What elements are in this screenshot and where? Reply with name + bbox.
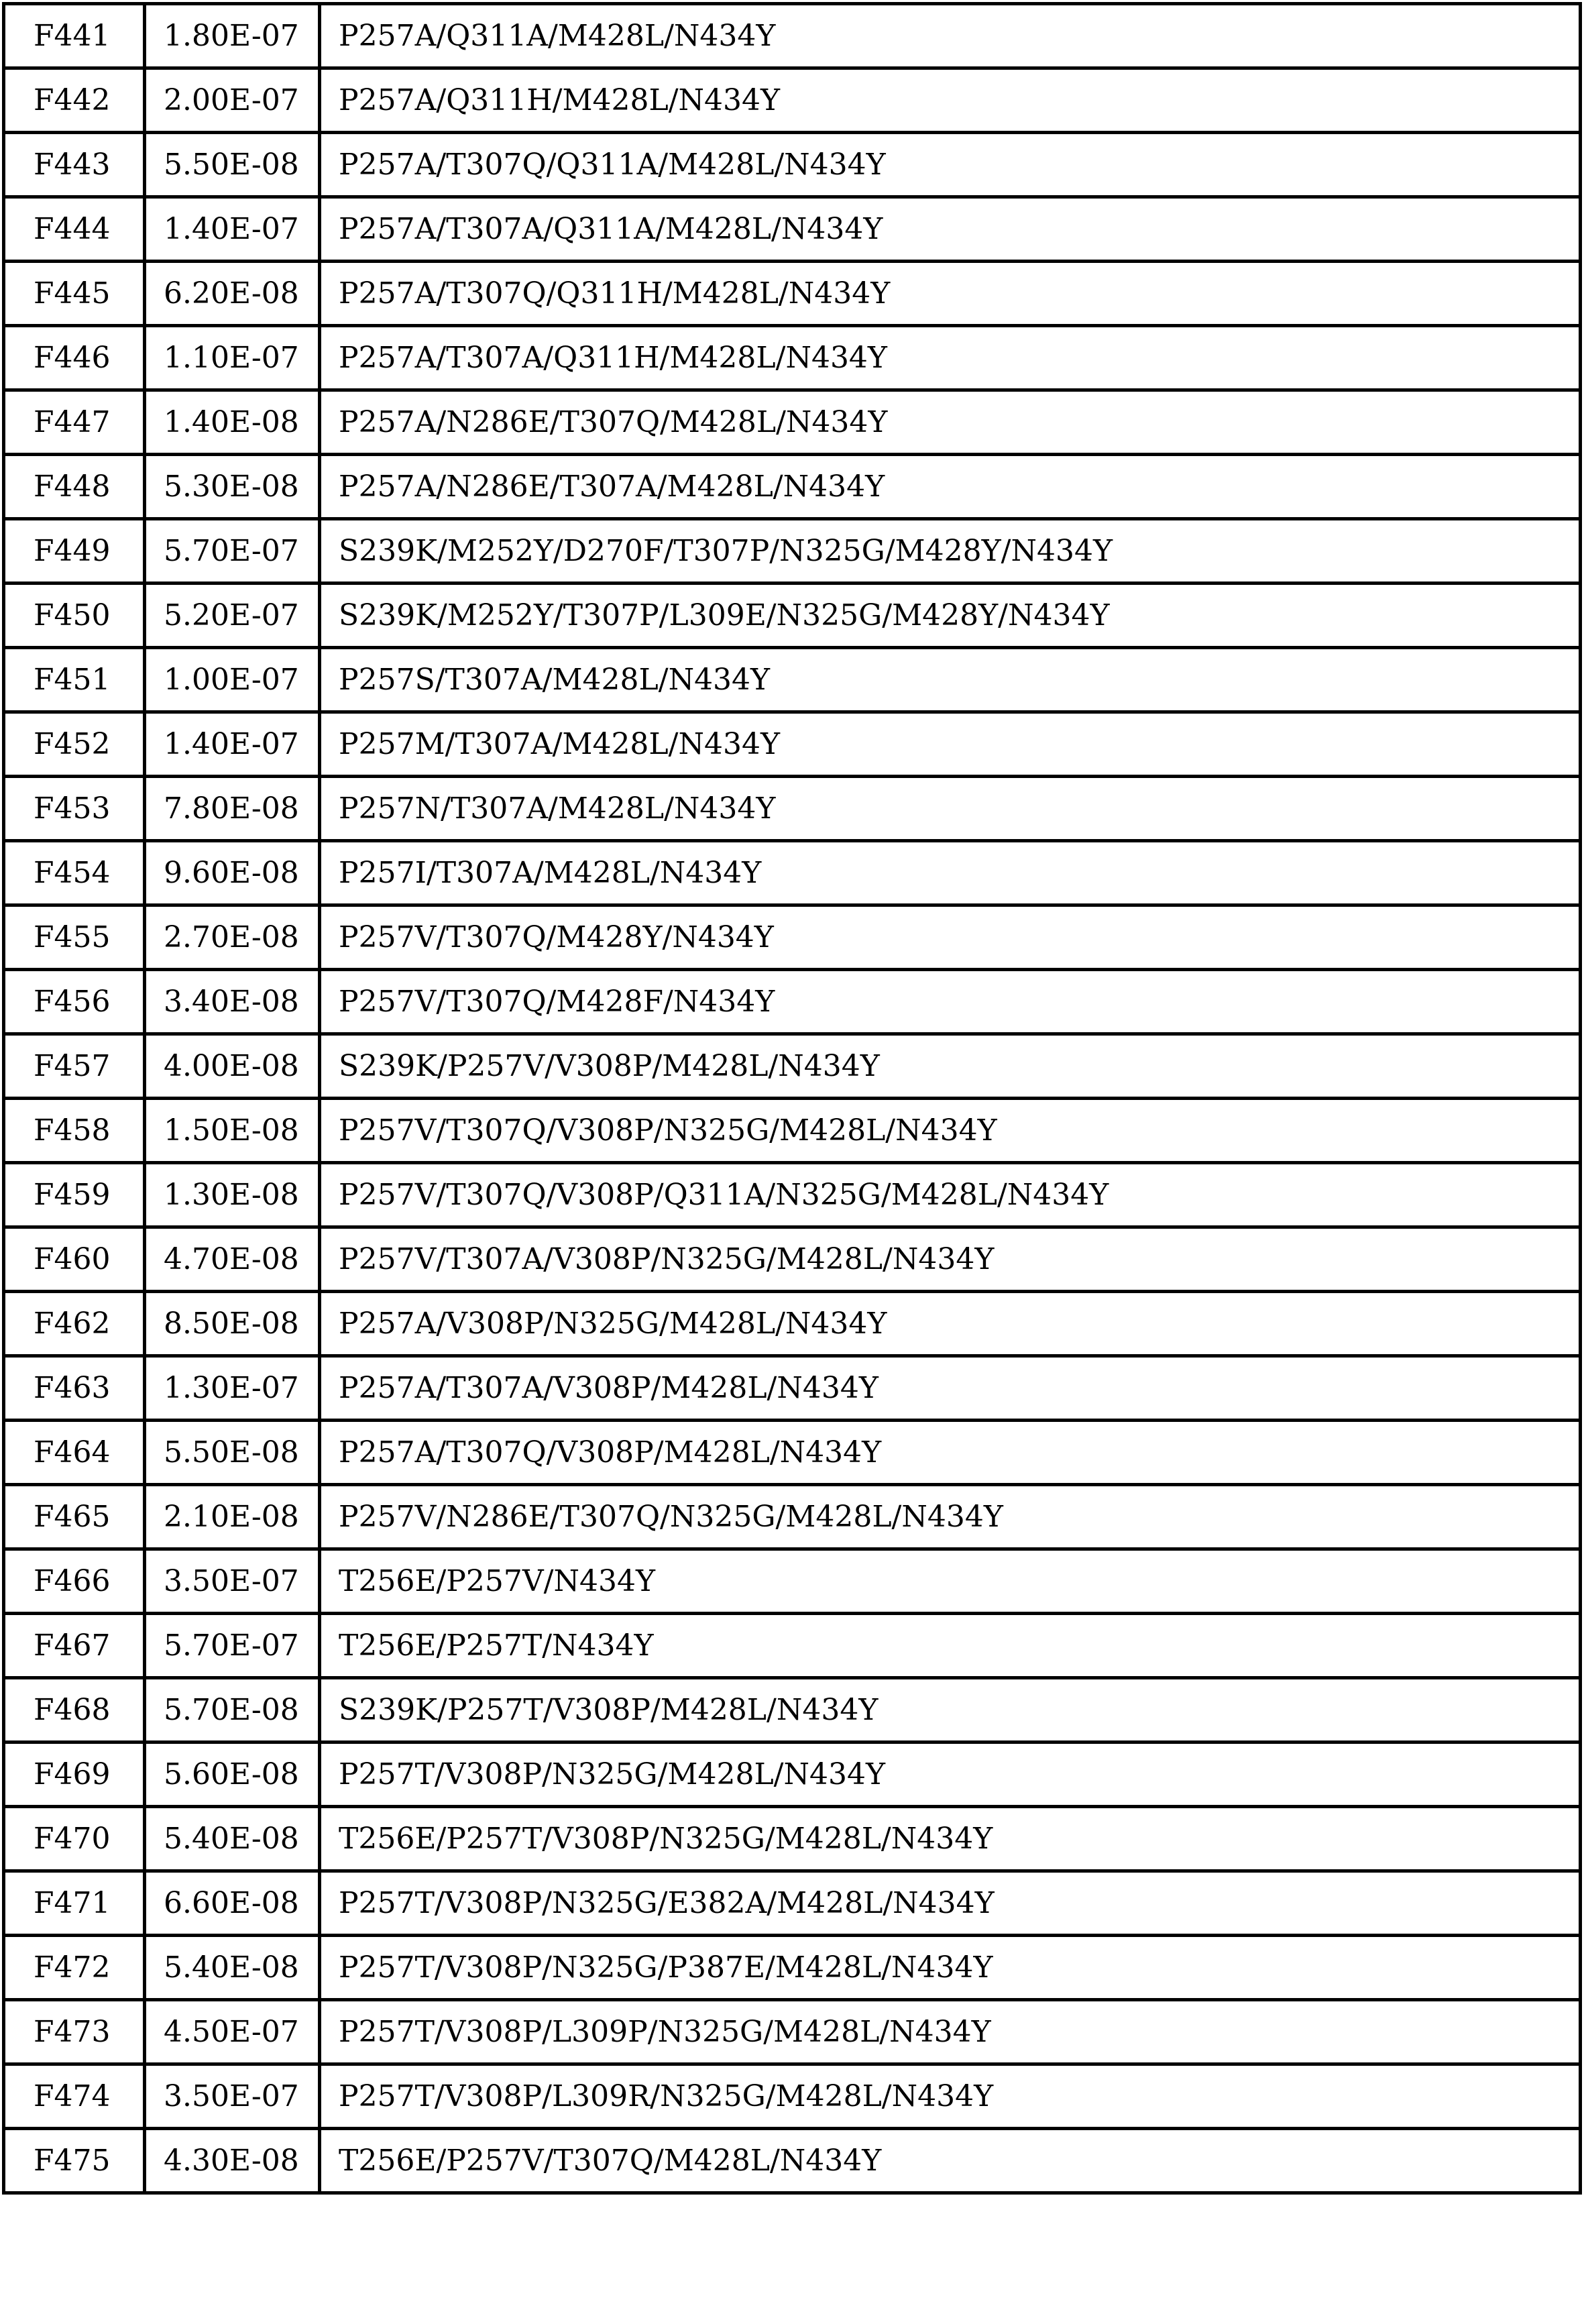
kd-value-cell: 2.00E-07 [145, 68, 320, 133]
mutations-cell: T256E/P257T/N434Y [320, 1614, 1581, 1678]
kd-value-cell: 3.50E-07 [145, 1549, 320, 1614]
kd-value-cell: 6.20E-08 [145, 262, 320, 326]
kd-value-cell: 7.80E-08 [145, 777, 320, 841]
table-row [4, 390, 1581, 455]
variant-id-cell: F454 [4, 841, 145, 905]
table-row [4, 1163, 1581, 1227]
table-row [4, 1936, 1581, 2000]
variant-id-cell: F460 [4, 1227, 145, 1292]
kd-value-cell: 6.60E-08 [145, 1871, 320, 1936]
variant-id-cell: F441 [4, 4, 145, 68]
kd-value-cell: 9.60E-08 [145, 841, 320, 905]
mutations-cell: P257A/Q311A/M428L/N434Y [320, 4, 1581, 68]
mutations-cell: T256E/P257V/T307Q/M428L/N434Y [320, 2129, 1581, 2193]
table-row [4, 1034, 1581, 1099]
variant-id-cell: F455 [4, 905, 145, 970]
variant-id-cell: F469 [4, 1742, 145, 1807]
mutations-cell: S239K/P257V/V308P/M428L/N434Y [320, 1034, 1581, 1099]
kd-value-cell: 5.70E-08 [145, 1678, 320, 1742]
table-row [4, 970, 1581, 1034]
mutations-cell: P257M/T307A/M428L/N434Y [320, 712, 1581, 777]
mutations-cell: T256E/P257T/V308P/N325G/M428L/N434Y [320, 1807, 1581, 1871]
kd-value-cell: 4.30E-08 [145, 2129, 320, 2193]
mutations-cell: P257N/T307A/M428L/N434Y [320, 777, 1581, 841]
table-row [4, 197, 1581, 262]
table-row [4, 326, 1581, 390]
kd-value-cell: 3.40E-08 [145, 970, 320, 1034]
table-row [4, 1227, 1581, 1292]
variant-id-cell: F450 [4, 584, 145, 648]
mutations-cell: P257A/T307A/V308P/M428L/N434Y [320, 1356, 1581, 1421]
table-row [4, 1356, 1581, 1421]
mutations-cell: P257A/T307Q/Q311H/M428L/N434Y [320, 262, 1581, 326]
table-row [4, 841, 1581, 905]
kd-value-cell: 5.30E-08 [145, 455, 320, 519]
table-row [4, 519, 1581, 584]
variant-id-cell: F466 [4, 1549, 145, 1614]
variant-id-cell: F463 [4, 1356, 145, 1421]
variant-id-cell: F462 [4, 1292, 145, 1356]
variant-id-cell: F445 [4, 262, 145, 326]
mutations-cell: P257A/T307Q/Q311A/M428L/N434Y [320, 133, 1581, 197]
kd-value-cell: 5.40E-08 [145, 1936, 320, 2000]
kd-value-cell: 1.10E-07 [145, 326, 320, 390]
table-row [4, 1099, 1581, 1163]
mutations-cell: P257T/V308P/L309P/N325G/M428L/N434Y [320, 2000, 1581, 2064]
variant-id-cell: F458 [4, 1099, 145, 1163]
table-row [4, 777, 1581, 841]
kd-value-cell: 1.00E-07 [145, 648, 320, 712]
mutations-cell: P257T/V308P/N325G/M428L/N434Y [320, 1742, 1581, 1807]
mutations-cell: P257A/N286E/T307A/M428L/N434Y [320, 455, 1581, 519]
kd-value-cell: 1.40E-08 [145, 390, 320, 455]
mutations-cell: T256E/P257V/N434Y [320, 1549, 1581, 1614]
table-row [4, 712, 1581, 777]
variant-id-cell: F457 [4, 1034, 145, 1099]
table-row [4, 1807, 1581, 1871]
table-row [4, 584, 1581, 648]
variant-id-cell: F442 [4, 68, 145, 133]
table-row [4, 1678, 1581, 1742]
mutations-cell: S239K/P257T/V308P/M428L/N434Y [320, 1678, 1581, 1742]
variant-id-cell: F470 [4, 1807, 145, 1871]
kd-value-cell: 5.40E-08 [145, 1807, 320, 1871]
table-row [4, 905, 1581, 970]
kd-value-cell: 3.50E-07 [145, 2064, 320, 2129]
variant-id-cell: F473 [4, 2000, 145, 2064]
table-row [4, 133, 1581, 197]
variant-id-cell: F444 [4, 197, 145, 262]
kd-value-cell: 1.30E-07 [145, 1356, 320, 1421]
kd-value-cell: 8.50E-08 [145, 1292, 320, 1356]
variant-id-cell: F456 [4, 970, 145, 1034]
mutations-cell: P257V/T307A/V308P/N325G/M428L/N434Y [320, 1227, 1581, 1292]
mutations-cell: P257I/T307A/M428L/N434Y [320, 841, 1581, 905]
variant-id-cell: F459 [4, 1163, 145, 1227]
table-row [4, 1421, 1581, 1485]
variant-table [2, 2, 1582, 2195]
variant-table-body [4, 4, 1581, 2193]
mutations-cell: S239K/M252Y/D270F/T307P/N325G/M428Y/N434Y [320, 519, 1581, 584]
kd-value-cell: 1.30E-08 [145, 1163, 320, 1227]
table-row [4, 1614, 1581, 1678]
mutations-cell: P257T/V308P/N325G/E382A/M428L/N434Y [320, 1871, 1581, 1936]
variant-id-cell: F453 [4, 777, 145, 841]
mutations-cell: P257V/T307Q/M428Y/N434Y [320, 905, 1581, 970]
table-row [4, 1549, 1581, 1614]
table-row [4, 2129, 1581, 2193]
kd-value-cell: 1.40E-07 [145, 712, 320, 777]
variant-id-cell: F451 [4, 648, 145, 712]
kd-value-cell: 1.80E-07 [145, 4, 320, 68]
mutations-cell: P257V/T307Q/V308P/Q311A/N325G/M428L/N434Y [320, 1163, 1581, 1227]
kd-value-cell: 4.00E-08 [145, 1034, 320, 1099]
table-row [4, 1742, 1581, 1807]
table-row [4, 68, 1581, 133]
variant-id-cell: F448 [4, 455, 145, 519]
kd-value-cell: 5.50E-08 [145, 133, 320, 197]
variant-id-cell: F471 [4, 1871, 145, 1936]
variant-id-cell: F449 [4, 519, 145, 584]
variant-id-cell: F468 [4, 1678, 145, 1742]
table-row [4, 648, 1581, 712]
table-row [4, 4, 1581, 68]
mutations-cell: P257V/T307Q/V308P/N325G/M428L/N434Y [320, 1099, 1581, 1163]
variant-id-cell: F475 [4, 2129, 145, 2193]
table-row [4, 455, 1581, 519]
kd-value-cell: 2.70E-08 [145, 905, 320, 970]
table-row [4, 1485, 1581, 1549]
variant-id-cell: F464 [4, 1421, 145, 1485]
variant-id-cell: F447 [4, 390, 145, 455]
kd-value-cell: 5.70E-07 [145, 519, 320, 584]
mutations-cell: P257A/V308P/N325G/M428L/N434Y [320, 1292, 1581, 1356]
table-row [4, 2000, 1581, 2064]
mutations-cell: P257T/V308P/N325G/P387E/M428L/N434Y [320, 1936, 1581, 2000]
table-row [4, 1871, 1581, 1936]
table-row [4, 262, 1581, 326]
mutations-cell: P257A/T307Q/V308P/M428L/N434Y [320, 1421, 1581, 1485]
variant-id-cell: F472 [4, 1936, 145, 2000]
mutations-cell: P257A/Q311H/M428L/N434Y [320, 68, 1581, 133]
kd-value-cell: 4.50E-07 [145, 2000, 320, 2064]
variant-id-cell: F446 [4, 326, 145, 390]
kd-value-cell: 1.50E-08 [145, 1099, 320, 1163]
variant-id-cell: F474 [4, 2064, 145, 2129]
table-row [4, 1292, 1581, 1356]
mutations-cell: P257A/T307A/Q311H/M428L/N434Y [320, 326, 1581, 390]
kd-value-cell: 1.40E-07 [145, 197, 320, 262]
mutations-cell: P257V/N286E/T307Q/N325G/M428L/N434Y [320, 1485, 1581, 1549]
mutations-cell: P257V/T307Q/M428F/N434Y [320, 970, 1581, 1034]
table-row [4, 2064, 1581, 2129]
kd-value-cell: 2.10E-08 [145, 1485, 320, 1549]
mutations-cell: P257A/N286E/T307Q/M428L/N434Y [320, 390, 1581, 455]
kd-value-cell: 5.70E-07 [145, 1614, 320, 1678]
mutations-cell: P257T/V308P/L309R/N325G/M428L/N434Y [320, 2064, 1581, 2129]
variant-id-cell: F465 [4, 1485, 145, 1549]
kd-value-cell: 4.70E-08 [145, 1227, 320, 1292]
mutations-cell: P257A/T307A/Q311A/M428L/N434Y [320, 197, 1581, 262]
variant-id-cell: F452 [4, 712, 145, 777]
variant-id-cell: F467 [4, 1614, 145, 1678]
variant-id-cell: F443 [4, 133, 145, 197]
kd-value-cell: 5.60E-08 [145, 1742, 320, 1807]
mutations-cell: P257S/T307A/M428L/N434Y [320, 648, 1581, 712]
mutations-cell: S239K/M252Y/T307P/L309E/N325G/M428Y/N434Y [320, 584, 1581, 648]
kd-value-cell: 5.50E-08 [145, 1421, 320, 1485]
kd-value-cell: 5.20E-07 [145, 584, 320, 648]
